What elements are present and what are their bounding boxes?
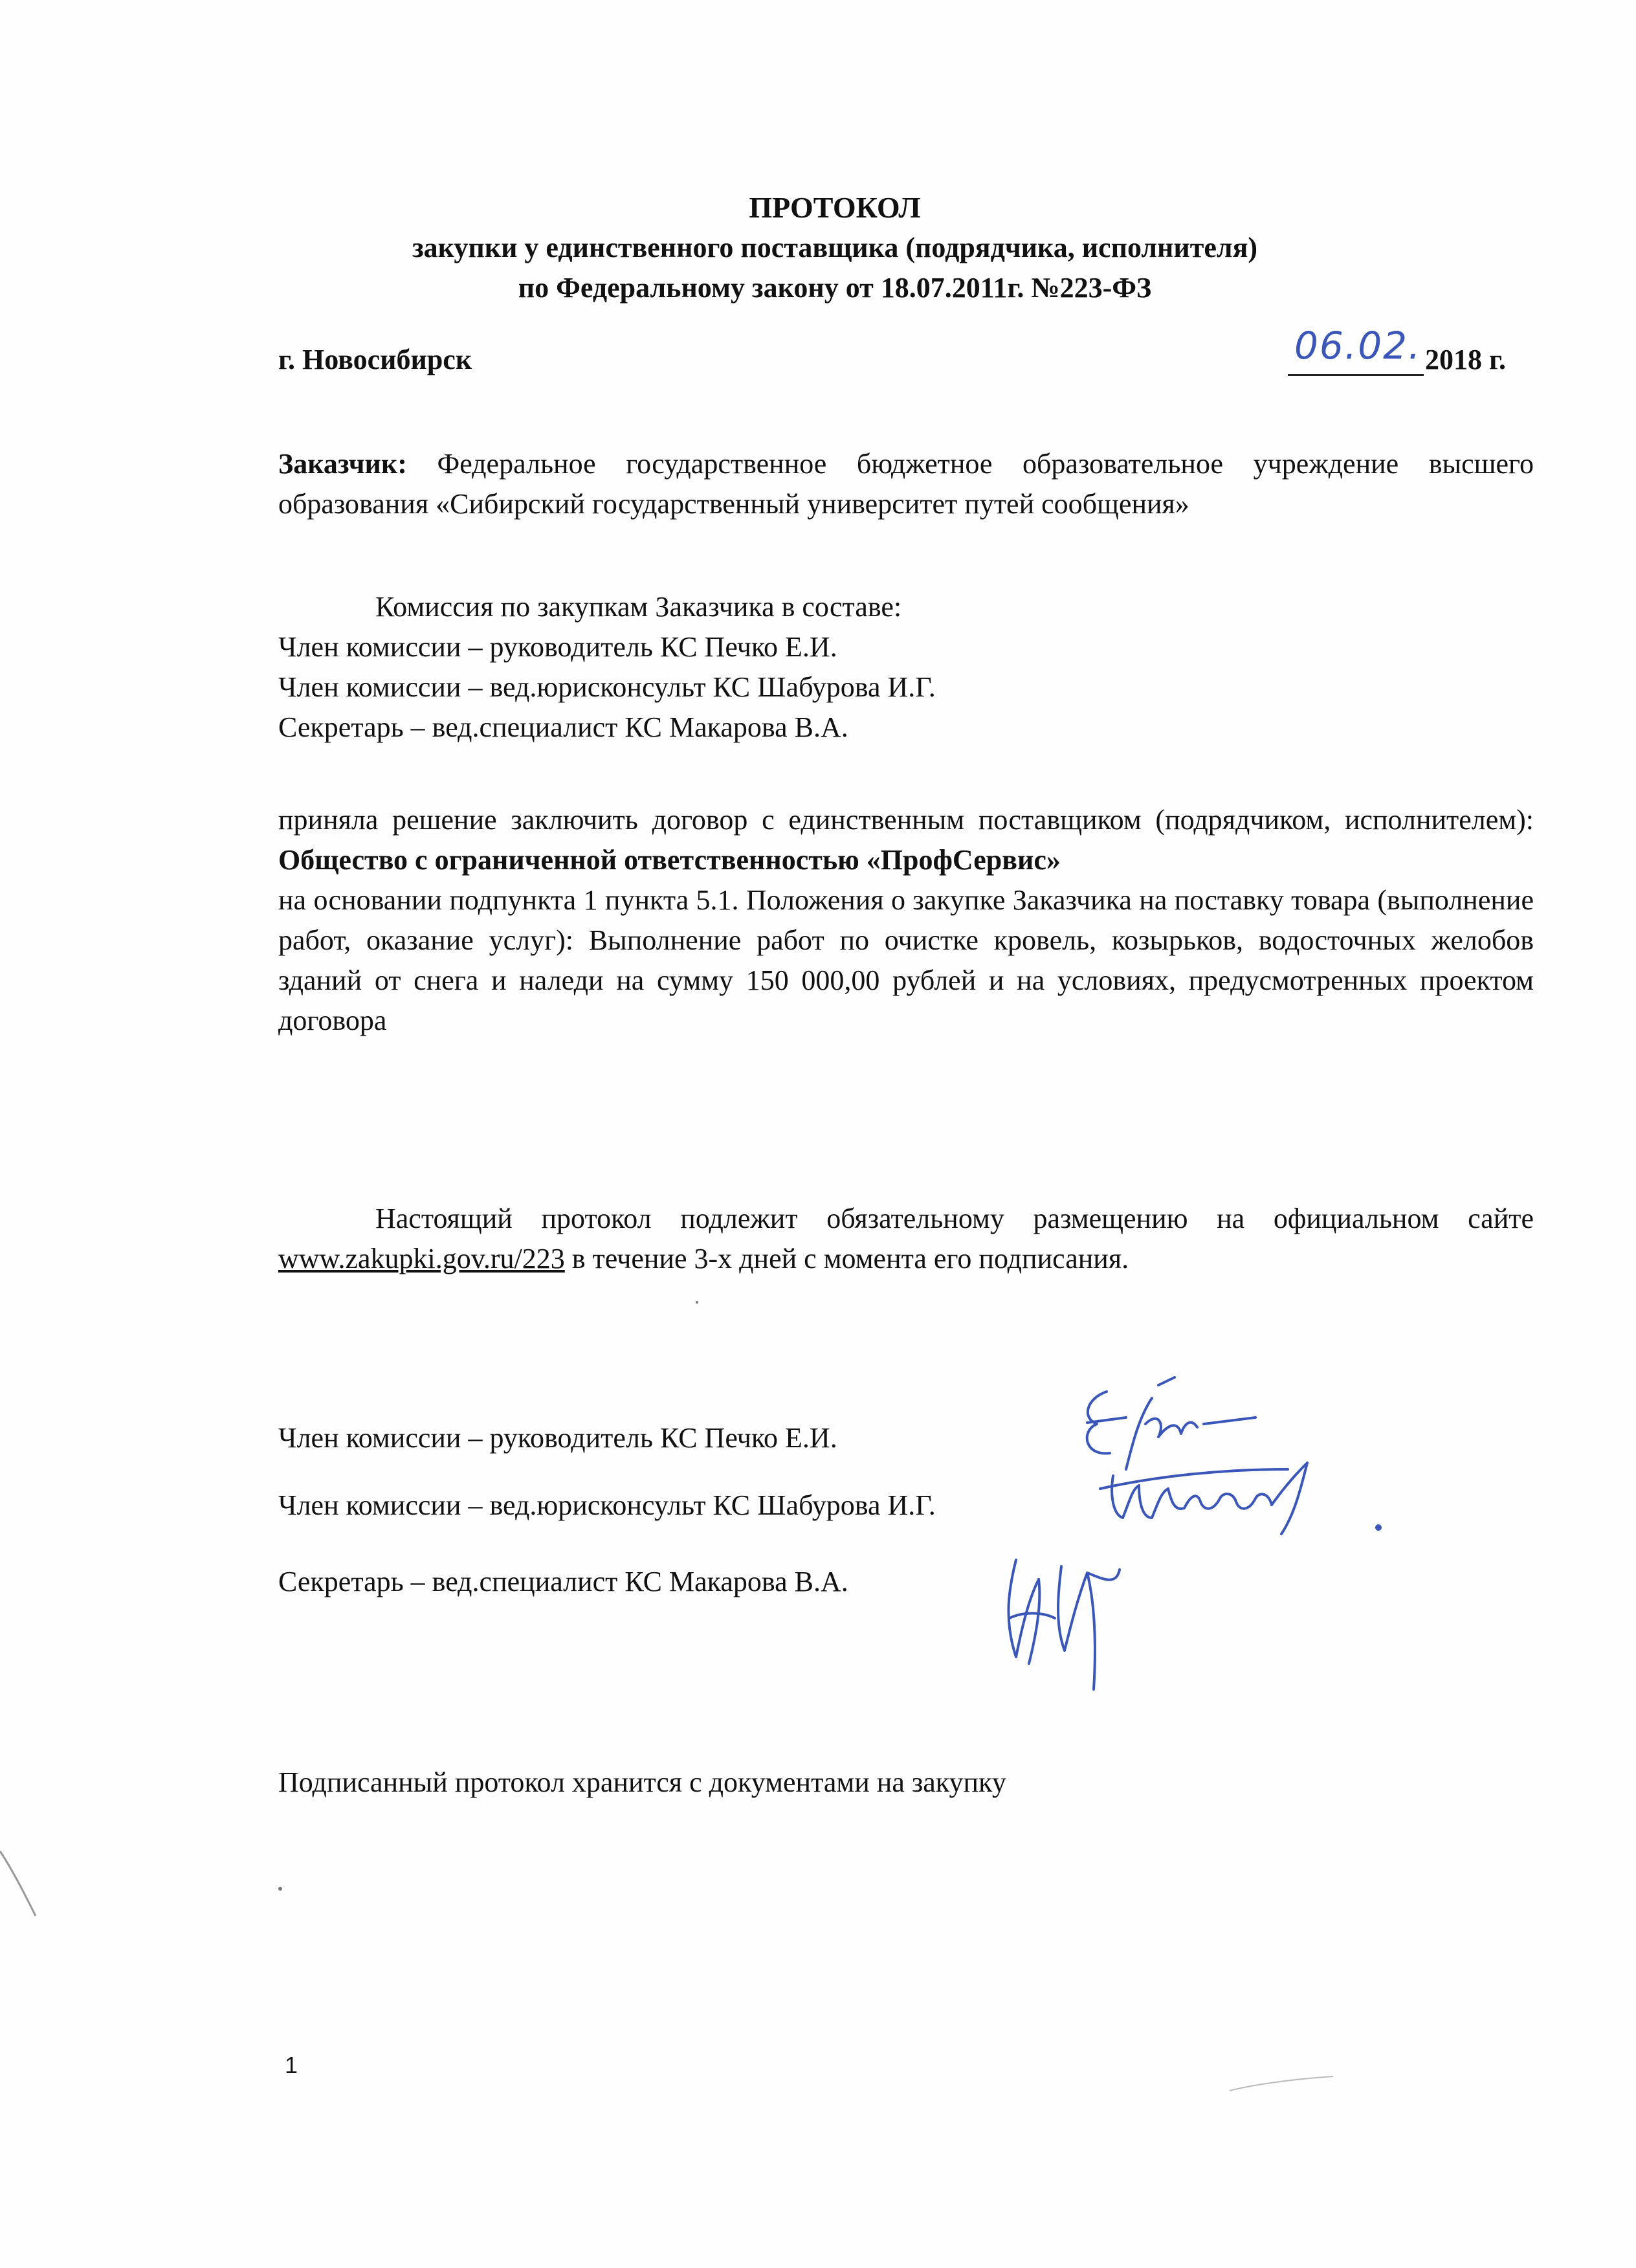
signature-makarova-icon <box>990 1547 1145 1696</box>
customer-text: Федеральное государственное бюджетное образовательное учреждение высшего образования «Сибирский государственный университет путей сообщения» <box>278 448 1534 520</box>
law-reference: по Федеральному закону от 18.07.2011г. №223-ФЗ <box>518 272 1152 304</box>
decision-text: приняла решение заключить договор с единственным поставщиком (подрядчиком, исполнителем): <box>278 804 1534 836</box>
customer-label: Заказчик: <box>278 448 407 480</box>
signature-line-shaburova: Член комиссии – вед.юрисконсульт КС Шабурова И.Г. <box>278 1489 936 1521</box>
storage-note: Подписанный протокол хранится с документами на закупку <box>278 1766 1006 1798</box>
basis-paragraph: на основании подпункта 1 пункта 5.1. Положения о закупке Заказчика на поставку товара (выполнение работ, оказание услуг): Выполнение работ по очистке кровель, козырьков, водосточных желобов зданий от снега и наледи на сумму 150 000,00 рублей и на условиях, предусмотренных проектом договора <box>278 884 1534 1036</box>
scan-mark-icon <box>0 1845 39 1922</box>
place-label: г. Новосибирск <box>278 344 472 375</box>
protocol-header <box>278 188 1391 308</box>
signature-line-pechko: Член комиссии – руководитель КС Печко Е.И. <box>278 1422 837 1454</box>
publication-paragraph <box>278 1199 1534 1279</box>
handwritten-date: 06.02. <box>1294 324 1422 368</box>
document-subtitle: закупки у единственного поставщика (подрядчика, исполнителя) <box>412 232 1258 263</box>
signature-line-makarova: Секретарь – вед.специалист КС Макарова В.А. <box>278 1566 848 1597</box>
supplier-name: Общество с ограниченной ответственностью «ПрофСервис» <box>278 844 1061 876</box>
commission-secretary: Секретарь – вед.специалист КС Макарова В.А. <box>278 711 848 743</box>
scan-speck <box>696 1301 698 1304</box>
commission-member: Член комиссии – вед.юрисконсульт КС Шабурова И.Г. <box>278 671 936 703</box>
scan-mark-icon <box>1217 2071 1346 2097</box>
commission-intro: Комиссия по закупкам Заказчика в составе: <box>375 591 902 623</box>
publication-deadline: в течение 3-х дней с момента его подписания. <box>564 1243 1129 1274</box>
scan-speck <box>278 1887 282 1891</box>
date-underline <box>1288 374 1424 376</box>
zakupki-link[interactable]: www.zakupki.gov.ru/223 <box>278 1243 565 1274</box>
decision-paragraph <box>278 800 1534 880</box>
document-title: ПРОТОКОЛ <box>749 191 921 224</box>
signature-shaburova-icon <box>1094 1456 1391 1553</box>
date-field <box>1288 324 1534 382</box>
date-year: 2018 г. <box>1425 344 1507 375</box>
customer-paragraph <box>278 444 1534 524</box>
publication-text: Настоящий протокол подлежит обязательному размещению на официальном сайте <box>375 1203 1534 1234</box>
page-number: 1 <box>285 2052 298 2078</box>
commission-member: Член комиссии – руководитель КС Печко Е.И. <box>278 631 837 663</box>
